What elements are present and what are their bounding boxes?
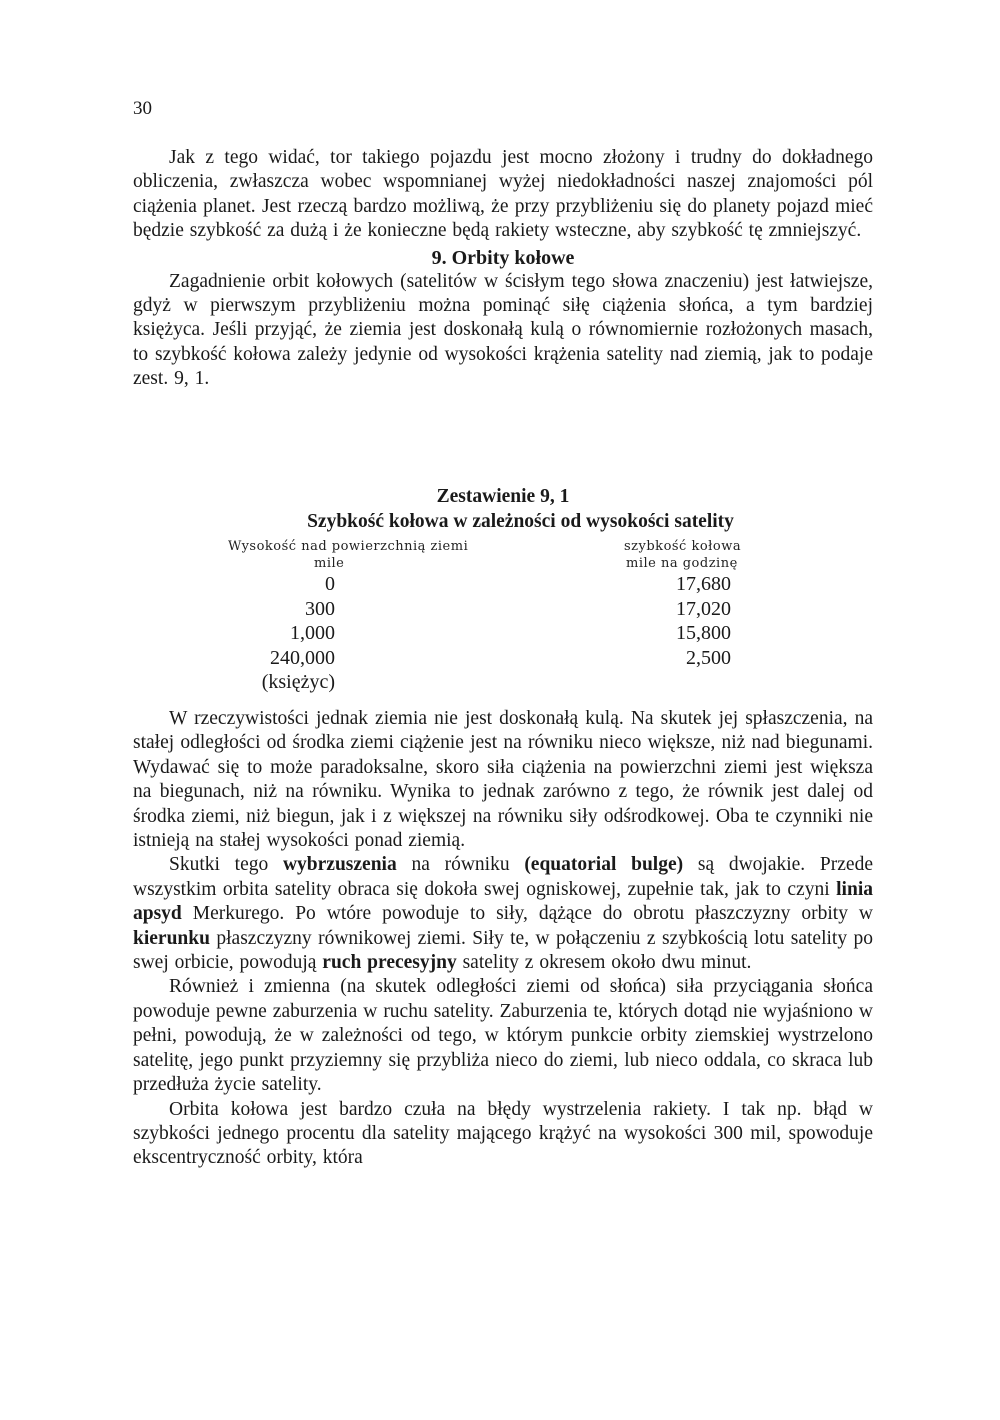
text-run: Merkurego. Po wtóre powoduje to siły, dążące do obrotu płaszczyzny orbity w xyxy=(181,903,873,925)
text-run: płaszczyzny równikowej ziemi. Siły te, w połączeniu z szybkością lotu satelity po swej orbicie, powodują xyxy=(133,927,873,974)
bold-term: linia apsyd xyxy=(133,878,873,925)
table-caption: Zestawienie 9, 1 xyxy=(436,486,570,507)
text-run: Również i zmienna (na skutek odległości ziemi od słońca) siła przyciągania słońca powoduje pewne zaburzenia w ruchu satelity. Zaburzenia te, których dotąd nie wyjaśniono w pełni, powodują, że w zależności od tego, w którym punkcie orbity ziemskiej wystrzelono satelitę, jego punkt przyziemny się przybliża nieco do ziemi, lub nieco oddala, co skraca lub przedłuża życie satelity. xyxy=(133,976,873,1096)
column-unit-speed: mile na godzinę xyxy=(626,556,738,571)
table-cell-speed: 17,020 xyxy=(676,598,731,620)
paragraph: Zagadnienie orbit kołowych (satelitów w ścisłym tego słowa znaczeniu) jest łatwiejsze, gdyż w pierwszym przybliżeniu można pominąć siłę ciążenia słońca, a tym bardziej księżyca. Jeśli przyjąć, że ziemia jest doskonałą kulą o równomiernie rozłożonych masach, to szybkość kołowa zależy jedynie od wysokości krążenia satelity nad ziemią, jak to podaje zest. 9, 1. xyxy=(133,270,873,390)
text-run: W rzeczywistości jednak ziemia nie jest doskonałą kulą. Na skutek jej spłaszczenia, na stałej odległości od środka ziemi ciążenie jest na równiku nieco większe, niż nad biegunami. Wydawać się to może paradoksalne, skoro siła ciążenia na powierzchni ziemi jest większa na biegunach, niż na równiku. Wynika to jednak zarówno z tego, że równik jest dalej od środka ziemi, niż biegun, jak i z większej na równiku siły odśrodkowej. Oba te czynniki nie istnieją na stałej wysokości ponad ziemią. xyxy=(133,708,873,852)
column-unit-height: mile xyxy=(314,556,345,571)
bold-term: kierunku xyxy=(133,927,210,949)
column-header-speed: szybkość kołowa xyxy=(624,539,742,554)
bold-term: wybrzuszenia xyxy=(282,854,397,876)
table-note: (księżyc) xyxy=(261,671,335,693)
text-run: satelity z okresem około dwu minut. xyxy=(456,952,752,974)
table-cell-height: 1,000 xyxy=(290,622,335,644)
bold-term: ruch precesyjny xyxy=(322,952,457,974)
table-cell-speed: 17,680 xyxy=(676,573,731,595)
text-run: Skutki tego xyxy=(169,854,283,876)
paragraph xyxy=(133,975,873,1097)
paragraph xyxy=(133,1098,873,1171)
text-run: Jak z tego widać, tor takiego pojazdu jest mocno złożony i trudny do dokładnego obliczenia, zwłaszcza wobec wspomnianej wyżej niedokładności naszej znajomości pól ciążenia planet. Jest rzeczą bardzo możliwą, że przy przybliżeniu się do planety pojazd mieć będzie szybkość za dużą i że konieczne będą rakiety wsteczne, aby szybkość tę zmniejszyć. xyxy=(133,147,873,242)
paragraph xyxy=(133,853,873,975)
table-cell-speed: 15,800 xyxy=(676,622,731,644)
table-cell-height: 240,000 xyxy=(270,647,335,669)
text-run: Orbita kołowa jest bardzo czuła na błędy wystrzelenia rakiety. I tak np. błąd w szybkości jednego procentu dla satelity mającego krążyć na wysokości 300 mil, spowoduje ekscentryczność orbity, która xyxy=(133,1098,873,1169)
table-title: Szybkość kołowa w zależności od wysokości satelity xyxy=(307,511,734,532)
body-text-block xyxy=(133,707,873,1171)
column-header-height: Wysokość nad powierzchnią ziemi xyxy=(228,539,469,554)
page-number: 30 xyxy=(133,98,152,119)
text-run: na równiku xyxy=(396,854,525,876)
table-cell-speed: 2,500 xyxy=(686,647,731,669)
table-cell-height: 300 xyxy=(305,598,335,620)
bold-term: (equatorial bulge) xyxy=(524,854,684,876)
paragraph xyxy=(133,707,873,853)
text-run: są dwojakie. Przede wszystkim orbita satelity obraca się dokoła swej ogniskowej, zupełnie tak, jak to czyni xyxy=(133,854,873,900)
table-cell-height: 0 xyxy=(325,573,335,595)
section-heading: 9. Orbity kołowe xyxy=(431,246,575,269)
intro-text-block xyxy=(133,146,873,392)
paragraph xyxy=(133,146,873,244)
